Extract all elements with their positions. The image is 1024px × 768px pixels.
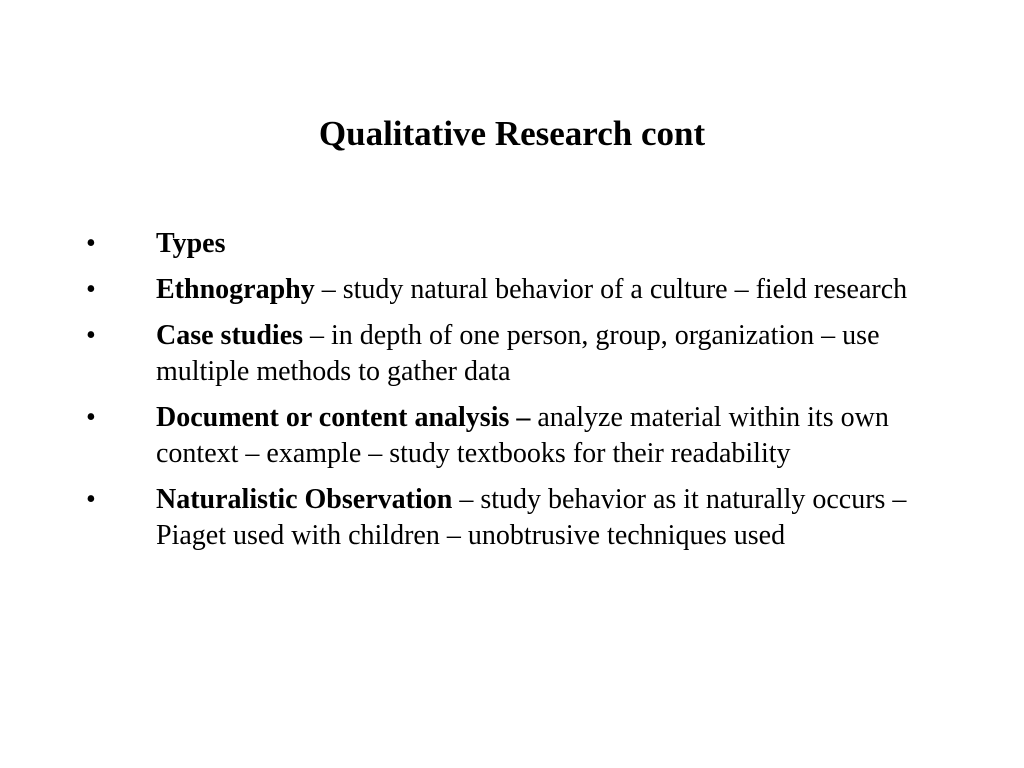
bullet-text: – study natural behavior of a culture – field research <box>314 274 908 305</box>
bullet-text: analyze material within its own context – example – study textbooks for their readability <box>156 402 889 469</box>
bullet-item-ethnography <box>86 272 926 308</box>
bullet-icon: • <box>86 484 96 515</box>
bullet-item-types <box>86 226 926 262</box>
bullet-term: Naturalistic Observation <box>156 484 453 515</box>
bullet-icon: • <box>86 274 96 305</box>
bullet-icon: • <box>86 402 96 433</box>
bullet-term: Types <box>156 228 226 259</box>
bullet-term: Ethnography <box>156 274 315 305</box>
bullet-item-case-studies <box>86 318 926 390</box>
slide-title: Qualitative Research cont <box>318 114 706 153</box>
bullet-icon: • <box>86 320 96 351</box>
bullet-item-naturalistic-observation <box>86 482 926 554</box>
bullet-term: Document or content analysis – <box>156 402 531 433</box>
bullet-icon: • <box>86 228 96 259</box>
bullet-list <box>86 226 926 564</box>
bullet-text: – in depth of one person, group, organization – use multiple methods to gather data <box>156 320 880 387</box>
bullet-term: Case studies <box>156 320 304 351</box>
bullet-text: – study behavior as it naturally occurs – Piaget used with children – unobtrusive techniques used <box>156 484 907 551</box>
bullet-item-document-analysis <box>86 400 926 472</box>
